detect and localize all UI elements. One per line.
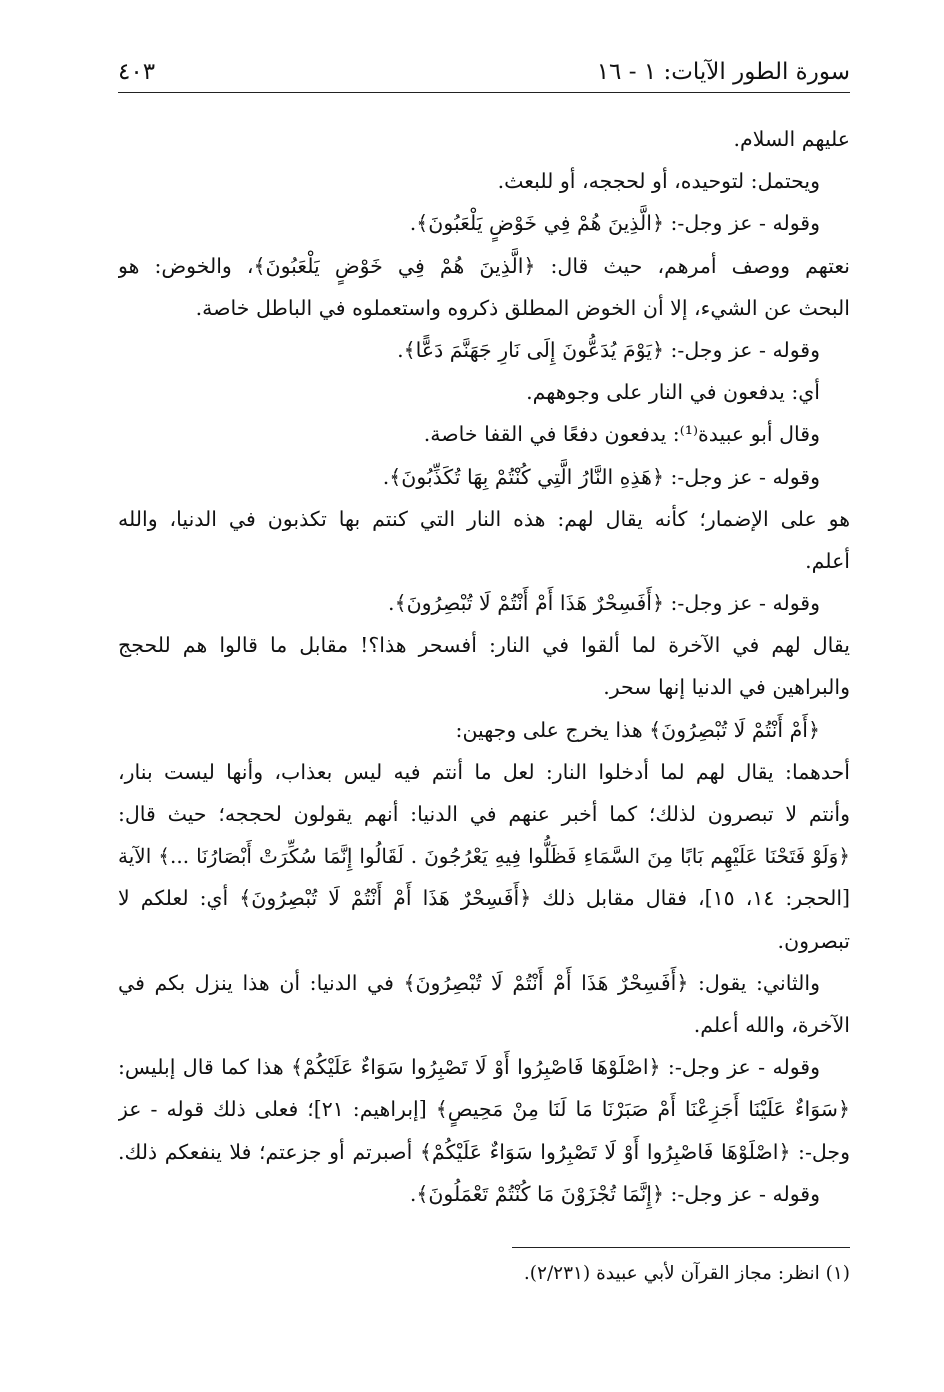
text-line: أعلم. (805, 548, 850, 573)
text-line: ﴿أَمْ أَنْتُمْ لَا تُبْصِرُونَ﴾ هذا يخرج على وجهين: (455, 717, 820, 742)
text-line: ﴿وَلَوْ فَتَحْنَا عَلَيْهِم بَابًا مِنَ السَّمَاءِ فَظَلُّوا فِيهِ يَعْرُجُونَ . لَقَالُوا إِنَّمَا سُكِّرَتْ أَبْصَارُنَا ...﴾ الآية (118, 844, 850, 869)
text-line: وأنتم لا تبصرون لذلك؛ كما أخبر عنهم في الدنيا: أنهم يقولون لحججه؛ حيث قال: (118, 802, 850, 826)
text-line: أحدهما: يقال لهم لما أدخلوا النار: لعل ما أنتم فيه ليس بعذاب، وأنها ليست بنار، (118, 759, 850, 784)
text-line: وجل-: ﴿اصْلَوْهَا فَاصْبِرُوا أَوْ لَا تَصْبِرُوا سَوَاءٌ عَلَيْكُمْ﴾ أصبرتم أو جزعتم؛ فلا ينفعكم ذلك. (118, 1139, 850, 1164)
text-line: هو على الإضمار؛ كأنه يقال لهم: هذه النار التي كنتم بها تكذبون في الدنيا، والله (118, 506, 850, 531)
text-line: يقال لهم في الآخرة لما ألقوا في النار: أفسحر هذا؟! مقابل ما قالوا هم للحجج (118, 633, 850, 658)
text-line: عليهم السلام. (733, 127, 850, 151)
text-line: وقال أبو عبيدة⁽¹⁾: يدفعون دفعًا في القفا خاصة. (423, 422, 820, 447)
body-text (118, 118, 850, 1215)
text-line: وقوله - عز وجل-: ﴿يَوْمَ يُدَعُّونَ إِلَى نَارِ جَهَنَّمَ دَعًّا﴾. (397, 337, 820, 362)
text-line: وقوله - عز وجل-: ﴿اصْلَوْهَا فَاصْبِرُوا أَوْ لَا تَصْبِرُوا سَوَاءٌ عَلَيْكُمْ﴾ هذا كما قال إبليس: (118, 1055, 820, 1080)
text-line: والثاني: يقول: ﴿أَفَسِحْرٌ هَذَا أَمْ أَنْتُمْ لَا تُبْصِرُونَ﴾ في الدنيا: أن هذا ينزل بكم في (118, 970, 820, 995)
text-line: وقوله - عز وجل-: ﴿أَفَسِحْرٌ هَذَا أَمْ أَنْتُمْ لَا تُبْصِرُونَ﴾. (388, 591, 820, 616)
running-title: سورة الطور الآيات: ١ - ١٦ (596, 59, 850, 85)
text-line: ﴿سَوَاءٌ عَلَيْنَا أَجَزِعْنَا أَمْ صَبَرْنَا مَا لَنَا مِنْ مَحِيصٍ﴾ [إبراهيم: ٢١]؛ فعلى ذلك قوله - عز (118, 1097, 850, 1122)
text-line: الآخرة، والله أعلم. (693, 1012, 850, 1037)
page-number: ٤٠٣ (118, 59, 156, 85)
text-line: [الحجر: ١٤، ١٥]، فقال مقابل ذلك ﴿أَفَسِحْرٌ هَذَا أَمْ أَنْتُمْ لَا تُبْصِرُونَ﴾ أي: لعلكم لا (118, 886, 850, 911)
text-line: وقوله - عز وجل-: ﴿هَذِهِ النَّارُ الَّتِي كُنْتُمْ بِهَا تُكَذِّبُونَ﴾. (382, 464, 820, 489)
text-line: البحث عن الشيء، إلا أن الخوض المطلق ذكروه واستعملوه في الباطل خاصة. (195, 295, 850, 320)
footnote: (١) انظر: مجاز القرآن لأبي عبيدة (٢/٢٣١). (523, 1263, 850, 1284)
text-line: أي: يدفعون في النار على وجوههم. (526, 380, 820, 405)
text-line: نعتهم ووصف أمرهم، حيث قال: ﴿الَّذِينَ هُمْ فِي خَوْضٍ يَلْعَبُونَ﴾، والخوض: هو (118, 253, 850, 278)
text-line: ويحتمل: لتوحيده، أو لحججه، أو للبعث. (497, 169, 820, 194)
text-line: وقوله - عز وجل-: ﴿إِنَّمَا تُجْزَوْنَ مَا كُنْتُمْ تَعْمَلُونَ﴾. (409, 1181, 820, 1206)
text-line: تبصرون. (777, 928, 850, 953)
text-line: وقوله - عز وجل-: ﴿الَّذِينَ هُمْ فِي خَوْضٍ يَلْعَبُونَ﴾. (409, 211, 820, 236)
page-header (118, 52, 850, 93)
text-line: والبراهين في الدنيا إنها سحر. (603, 675, 850, 700)
footnote-divider (512, 1247, 850, 1248)
